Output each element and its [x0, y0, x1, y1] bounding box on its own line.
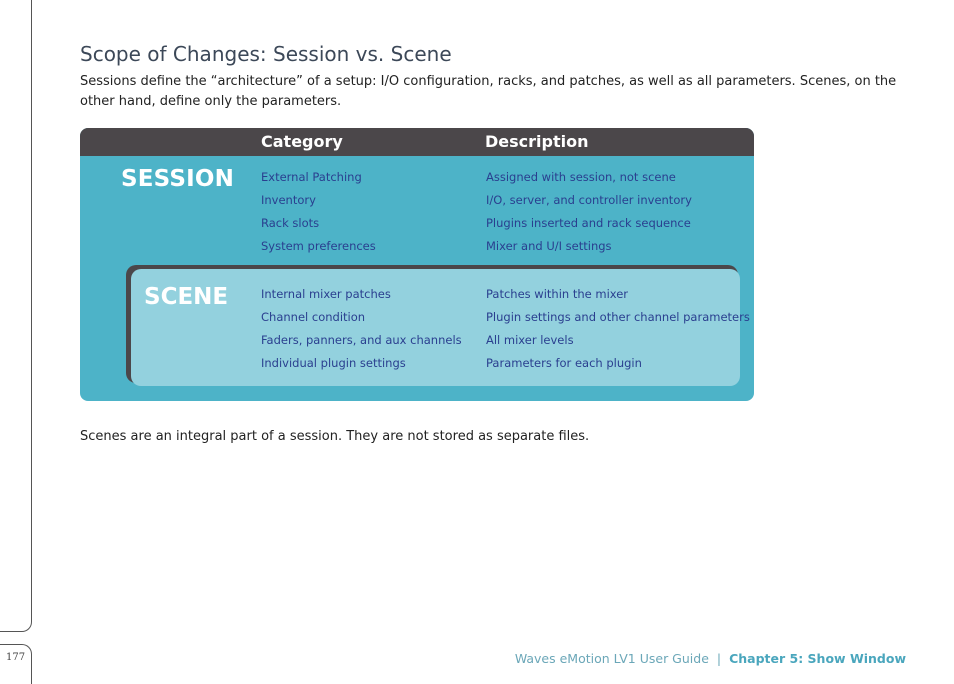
table-header [80, 128, 754, 156]
session-scene-table [80, 128, 754, 401]
scene-category-2: Channel condition [261, 310, 366, 324]
intro-paragraph: Sessions define the “architecture” of a setup: I/O configuration, racks, and patches, as well as all parameters. Scenes, on the other hand, define only the parameters. [80, 74, 897, 109]
header-description: Description [485, 132, 589, 151]
footer-separator: | [716, 651, 722, 666]
session-description-2: I/O, server, and controller inventory [486, 193, 692, 207]
scene-category-1: Internal mixer patches [261, 287, 391, 301]
session-category-3: Rack slots [261, 216, 320, 230]
scene-description-3: All mixer levels [486, 333, 574, 347]
session-category-2: Inventory [261, 193, 316, 207]
session-description-1: Assigned with session, not scene [486, 170, 676, 184]
header-category: Category [261, 132, 343, 151]
page-footer [515, 651, 906, 666]
page-margin-rule [0, 0, 32, 632]
session-category-1: External Patching [261, 170, 362, 184]
closing-paragraph: Scenes are an integral part of a session. They are not stored as separate files. [80, 429, 590, 444]
page-margin-rule-bottom [0, 644, 32, 684]
footer-chapter: Chapter 5: Show Window [729, 651, 906, 666]
scene-category-3: Faders, panners, and aux channels [261, 333, 462, 347]
page-number: 177 [6, 652, 26, 663]
scene-category-4: Individual plugin settings [261, 356, 406, 370]
session-category-4: System preferences [261, 239, 376, 253]
page-title: Scope of Changes: Session vs. Scene [80, 42, 452, 66]
scene-label: SCENE [144, 284, 229, 310]
session-description-4: Mixer and U/I settings [486, 239, 612, 253]
session-description-3: Plugins inserted and rack sequence [486, 216, 691, 230]
scene-description-1: Patches within the mixer [486, 287, 629, 301]
scene-description-2: Plugin settings and other channel parameters [486, 310, 750, 324]
session-label: SESSION [121, 166, 235, 192]
footer-guide-title: Waves eMotion LV1 User Guide [514, 651, 709, 666]
scene-description-4: Parameters for each plugin [486, 356, 642, 370]
